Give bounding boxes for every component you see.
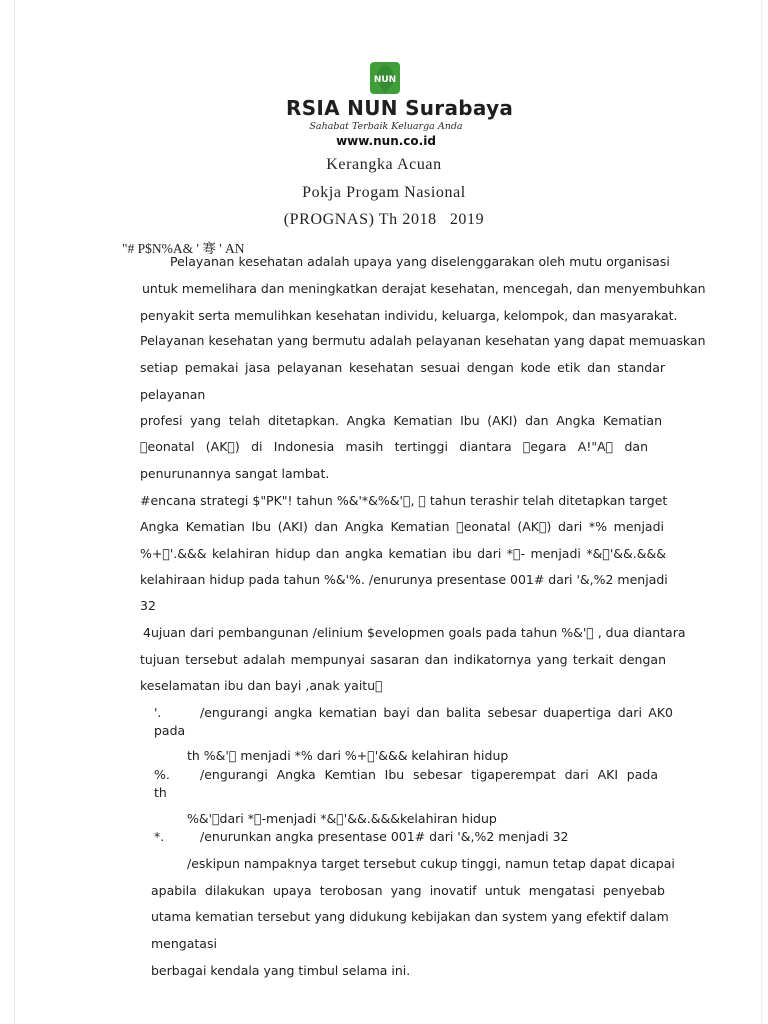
section-heading: "# P$N%A& ' 弿 ' AN	[122, 241, 245, 256]
doc-title-line-2: Pokja Progam Nasional	[302, 184, 466, 201]
p3-line-2: tujuan tersebut adalah mempunyai sasaran dan indikatornya yang terkait dengan	[140, 652, 666, 667]
p1-line-1: Pelayanan kesehatan adalah upaya yang diselenggarakan oleh mutu organisasi	[170, 254, 670, 269]
logo-badge-text: NUN	[373, 75, 397, 85]
p1-line-8:  eonatal (AK ) di Indonesia masih tertinggi diantara  egara A!"A  dan	[140, 439, 648, 454]
page-edge-right	[761, 0, 762, 1024]
p1-line-7: profesi yang telah ditetapkan. Angka Kematian Ibu (AKI) dan Angka Kematian	[140, 413, 662, 428]
p2-line-4: kelahiraan hidup pada tahun %&'%. /enurunya presentase 001# dari '&,%2 menjadi	[140, 572, 668, 587]
p1-line-2: untuk memelihara dan meningkatkan derajat kesehatan, mencegah, dan menyembuhkan	[142, 281, 706, 296]
p2-line-3: %+ '.&&& kelahiran hidup dan angka kematian ibu dari * - menjadi *& '&&.&&&	[140, 546, 666, 561]
p2-line-1: #encana strategi $"PK"! tahun %&'*&%&' ,   tahun terashir telah ditetapkan target	[140, 493, 668, 508]
p4-line-4: mengatasi	[151, 936, 217, 951]
list-item-2-line-3: %&' dari * -menjadi *& '&&.&&&kelahiran hidup	[187, 811, 497, 826]
p4-line-2: apabila dilakukan upaya terobosan yang inovatif untuk mengatasi penyebab	[151, 883, 665, 898]
p4-line-1: /eskipun nampaknya target tersebut cukup tinggi, namun tetap dapat dicapai	[187, 856, 675, 871]
nun-leaf-icon	[368, 60, 402, 96]
hospital-logo	[286, 58, 514, 150]
page-edge-left	[14, 0, 15, 1024]
list-item-2-marker: %.	[154, 767, 170, 782]
logo-tagline: Sahabat Terbaik Keluarga Anda	[309, 121, 463, 132]
p1-line-9: penurunannya sangat lambat.	[140, 466, 330, 481]
doc-title-line-1: Kerangka Acuan	[326, 156, 442, 173]
p1-line-4: Pelayanan kesehatan yang bermutu adalah pelayanan kesehatan yang dapat memuaskan	[140, 333, 706, 348]
p1-line-5: setiap pemakai jasa pelayanan kesehatan sesuai dengan kode etik dan standar	[140, 360, 665, 375]
p1-line-6: pelayanan	[140, 387, 206, 402]
p3-line-3: keselamatan ibu dan bayi ,anak yaitu 	[140, 678, 383, 693]
logo-url: www.nun.co.id	[336, 134, 436, 148]
p4-line-3: utama kematian tersebut yang didukung kebijakan dan system yang efektif dalam	[151, 909, 669, 924]
list-item-1-marker: '.	[154, 705, 162, 720]
p3-line-1: 4ujuan dari pembangunan /elinium $evelopmen goals pada tahun %&'  , dua diantara	[143, 625, 686, 640]
list-item-2-line-1: /engurangi Angka Kemtian Ibu sebesar tigaperempat dari AKI pada	[200, 767, 658, 782]
p4-line-5: berbagai kendala yang timbul selama ini.	[151, 963, 411, 978]
p2-line-2: Angka Kematian Ibu (AKI) dan Angka Kematian  eonatal (AK ) dari *% menjadi	[140, 519, 664, 534]
list-item-1-line-2: pada	[154, 723, 186, 738]
doc-title-line-3: (PROGNAS) Th 2018 2019	[283, 211, 485, 228]
logo-title: RSIA NUN Surabaya	[286, 96, 514, 120]
p1-line-3: penyakit serta memulihkan kesehatan individu, keluarga, kelompok, dan masyarakat.	[140, 308, 678, 323]
list-item-3-line-1: /enurunkan angka presentase 001# dari '&,%2 menjadi 32	[200, 829, 569, 844]
p2-line-5: 32	[140, 598, 156, 613]
list-item-3-marker: *.	[154, 829, 165, 844]
list-item-2-line-2: th	[154, 785, 167, 800]
list-item-1-line-3: th %&'  menjadi *% dari %+ '&&& kelahiran hidup	[187, 748, 509, 763]
list-item-1-line-1: /engurangi angka kematian bayi dan balita sebesar duapertiga dari AK0	[200, 705, 673, 720]
